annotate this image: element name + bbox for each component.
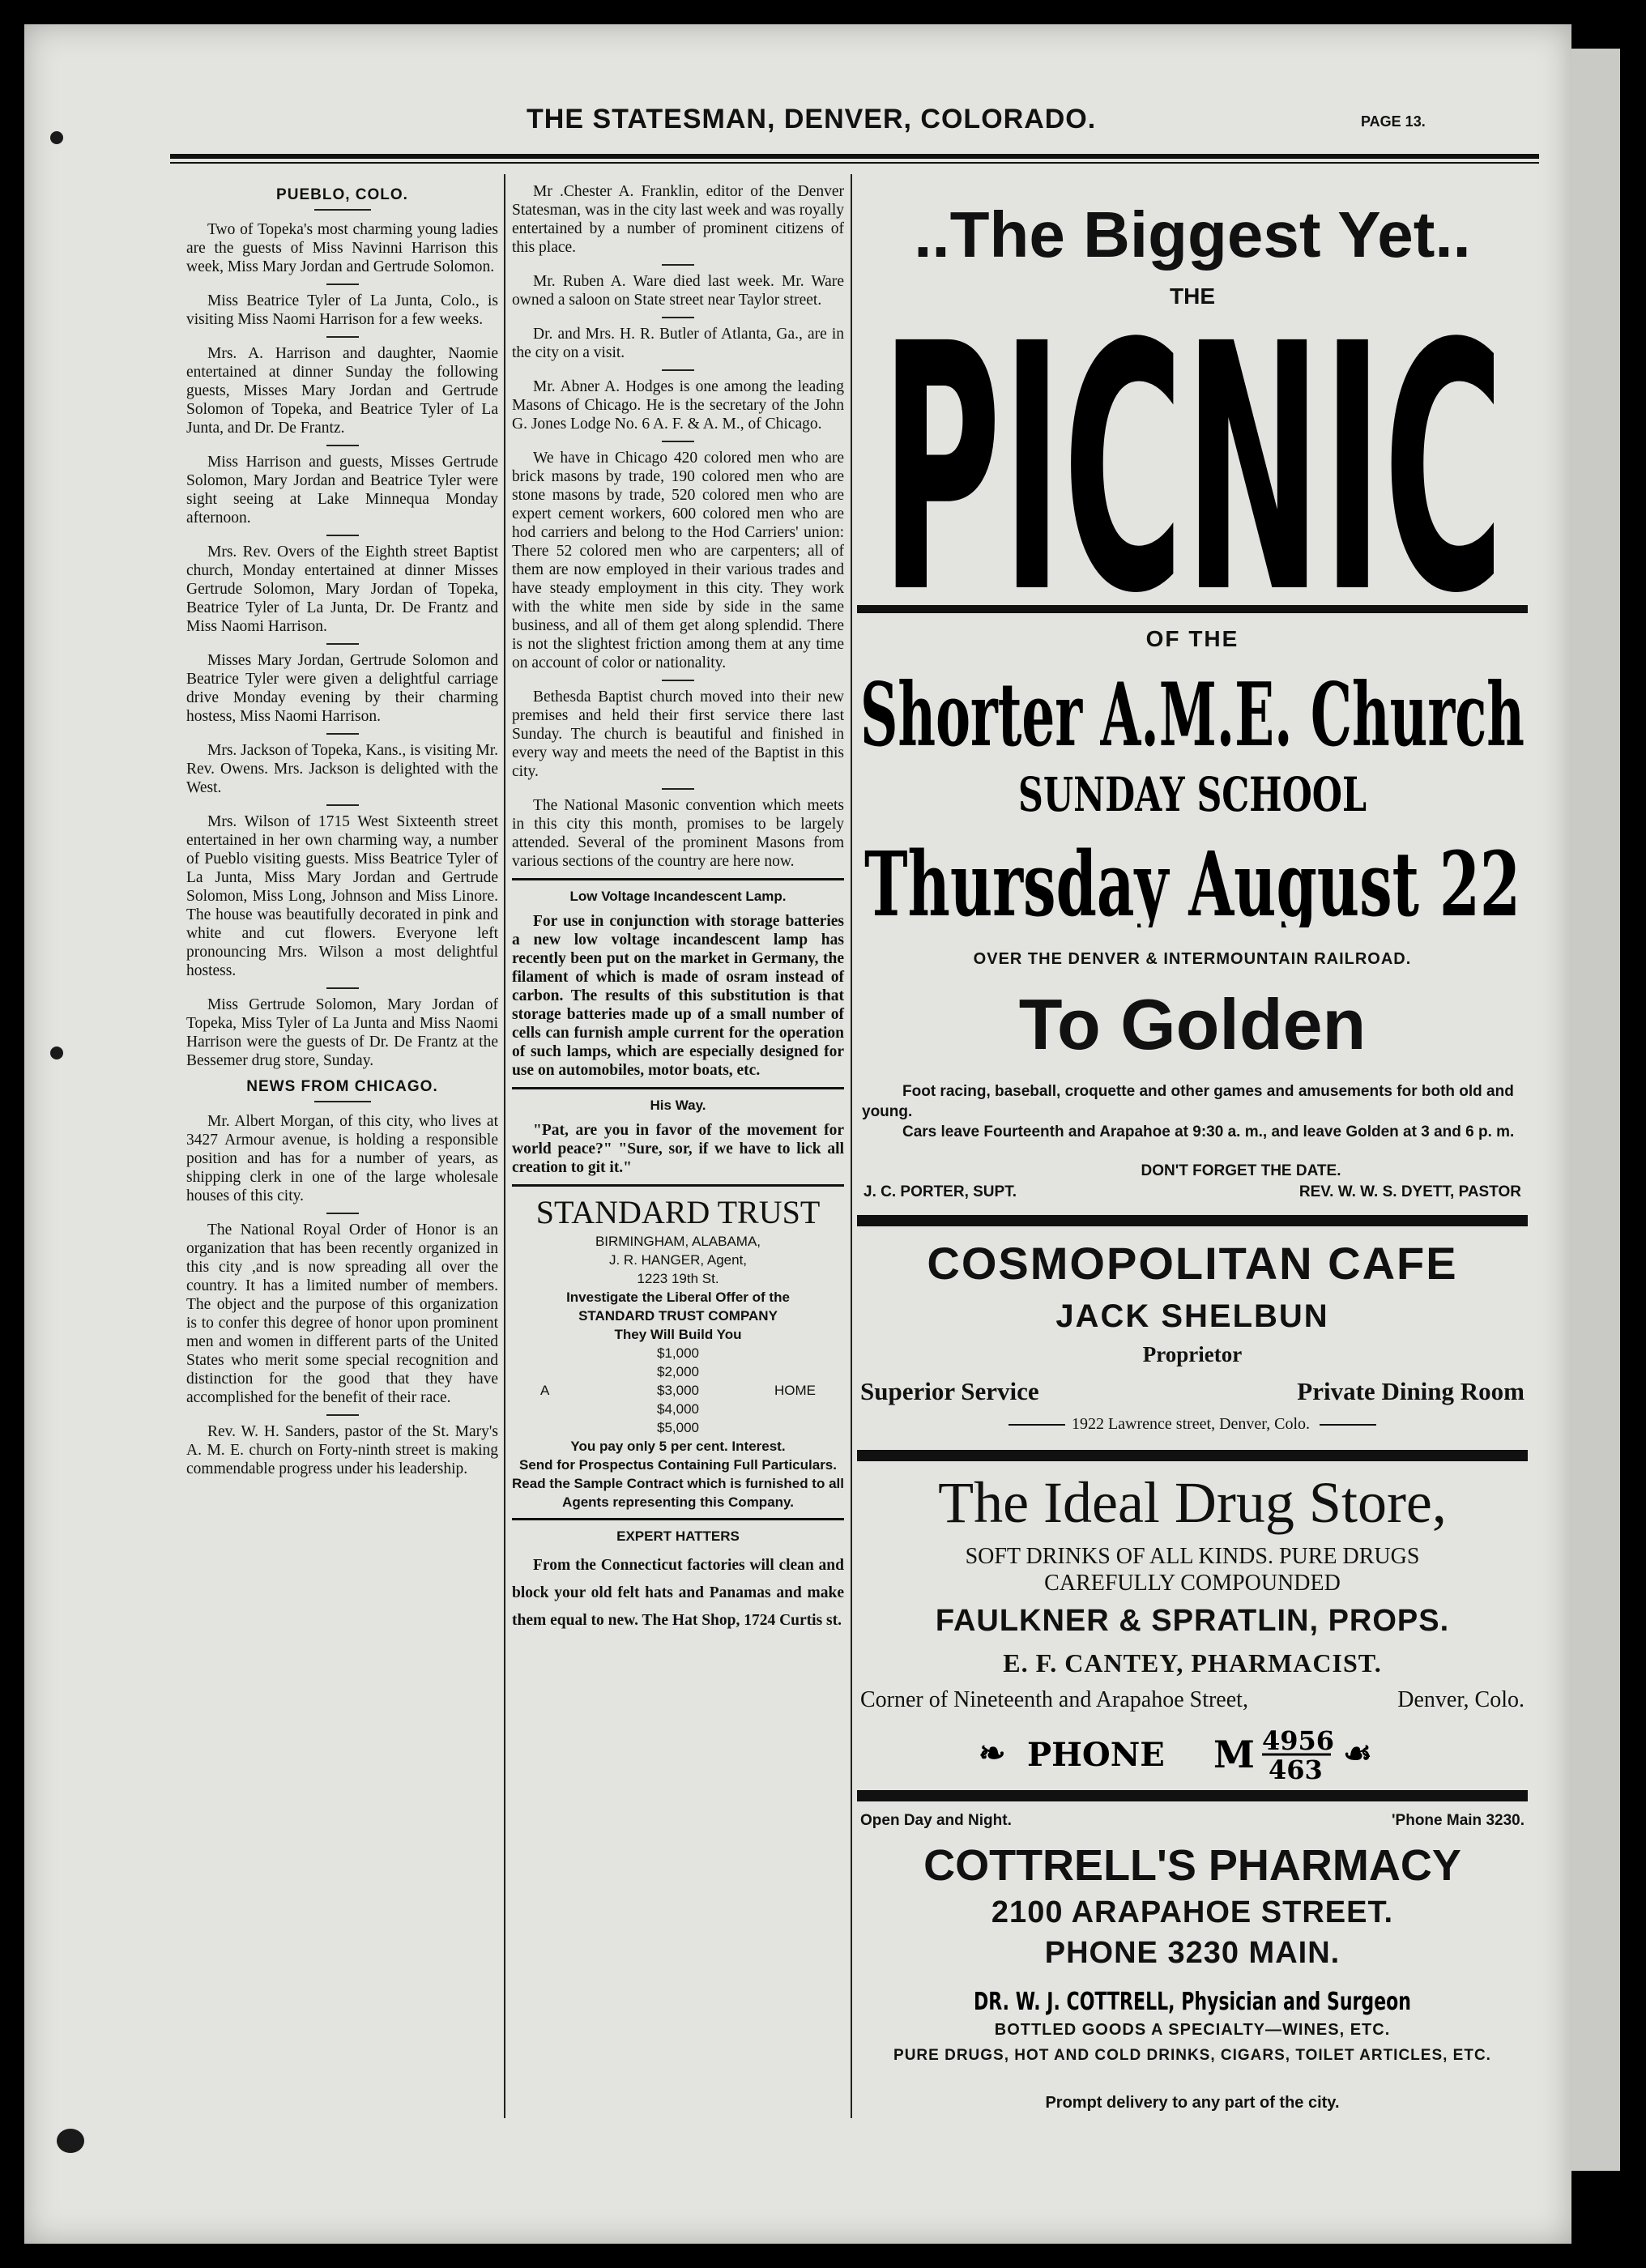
drug-corner: Corner of Nineteenth and Arapahoe Street,	[860, 1687, 1248, 1712]
separator	[326, 284, 359, 285]
cottrell-top-line	[857, 1812, 1528, 1830]
trust-line: They Will Build You	[614, 1327, 742, 1342]
trust-title: STANDARD TRUST	[535, 1194, 821, 1230]
cafe-service: Superior Service	[860, 1377, 1039, 1405]
trust-company: STANDARD TRUST COMPANY	[578, 1308, 778, 1324]
separator	[326, 733, 359, 735]
trust-contract: Read the Sample Contract which is furnished to all Agents representing this Company.	[512, 1476, 844, 1510]
ad-rule	[857, 1450, 1528, 1461]
trust-amount: $3,000	[657, 1383, 699, 1398]
heading-lamp: Low Voltage Incandescent Lamp.	[569, 889, 787, 904]
section-rule	[512, 878, 844, 880]
article-paragraph: Miss Gertrude Solomon, Mary Jordan of Topeka, Miss Tyler of La Junta and Miss Naomi Harrison were the guests of Dr. De Frantz at the Bessemer drug store, Sunday.	[186, 996, 498, 1069]
church-name-block	[857, 660, 1528, 757]
church-name: Shorter A.M.E. Church	[860, 664, 1524, 757]
cafe-name: COSMOPOLITAN CAFE	[927, 1238, 1458, 1289]
ad-rule	[857, 1215, 1528, 1226]
picnic-date-svg	[857, 830, 1528, 927]
picnic-railroad: OVER THE DENVER & INTERMOUNTAIN RAILROAD.	[973, 950, 1412, 968]
picnic-pastor: REV. W. W. S. DYETT, PASTOR	[1298, 1183, 1521, 1200]
separator	[662, 680, 694, 681]
cottrell-bottled: BOTTLED GOODS A SPECIALTY—WINES, ETC.	[994, 2021, 1391, 2039]
picnic-superintendent: J. C. PORTER, SUPT.	[864, 1183, 1017, 1200]
article-paragraph: The National Masonic convention which meets in this city this month, promises to be largely attended. Several of the prominent Masons from various sections of the country are here now.	[512, 797, 844, 870]
picnic-date: Thursday August 22	[864, 832, 1520, 927]
article-paragraph: Bethesda Baptist church moved into their new premises and held their first service there last Sunday. The church is beautiful and finished in every way and meets the need of the Baptist in this city.	[512, 688, 844, 780]
cafe-address-line	[857, 1415, 1528, 1434]
picnic-dont-forget: DON'T FORGET THE DATE.	[1141, 1162, 1341, 1179]
drug-store-name: The Ideal Drug Store,	[938, 1470, 1447, 1535]
fleuron-right-icon: ☙	[1343, 1734, 1372, 1772]
separator	[326, 336, 359, 338]
picnic-to-golden: To Golden	[1018, 984, 1367, 1064]
trust-amount: $2,000	[657, 1364, 699, 1379]
article-paragraph: Mr .Chester A. Franklin, editor of the Denver Statesman, was in the city last week and was royally entertained by a number of prominent citizens of this place.	[512, 183, 844, 256]
cottrell-name: COTTRELL'S PHARMACY	[923, 1841, 1461, 1890]
page-number: PAGE 13.	[1361, 113, 1426, 130]
cottrell-delivery: Prompt delivery to any part of the city.	[1045, 2094, 1340, 2112]
separator	[326, 804, 359, 806]
trust-city: BIRMINGHAM, ALABAMA,	[595, 1234, 761, 1249]
cottrell-street: 2100 ARAPAHOE STREET.	[991, 1895, 1394, 1929]
article-paragraph: Mrs. Wilson of 1715 West Sixteenth street entertained in her own charming way, a number of Pueblo visiting guests. Miss Beatrice Tyler of La Junta, Miss Mary Jordan and Gertrude Solomon, Miss Long, Johnson and Miss Linore. The house was beautifully decorated in pink and white and cut flowers. Everyone left pronouncing Mrs. Wilson a most delightful hostess.	[186, 813, 498, 979]
cafe-services	[857, 1377, 1528, 1406]
drug-props: FAULKNER & SPRATLIN, PROPS.	[935, 1604, 1450, 1638]
separator	[326, 643, 359, 645]
article-paragraph: The National Royal Order of Honor is an organization that has been recently organized in this city ,and is now spreading all over the country. It has a limited number of members. The object and the purpose of this organization is to confer this degree of honor upon prominent men and women in different parts of the United States who merit some special recognition and distinction for the good that they have accomplished for the benefit of their race.	[186, 1221, 498, 1406]
picnic-biggest-yet: ..The Biggest Yet..	[914, 198, 1471, 271]
drug-phone-top: 4956	[1262, 1725, 1335, 1756]
cottrell-pure: PURE DRUGS, HOT AND COLD DRINKS, CIGARS, TOILET ARTICLES, ETC.	[893, 2047, 1491, 2064]
drug-phone-svg	[857, 1725, 1528, 1782]
sunday-school: SUNDAY SCHOOL	[1018, 767, 1367, 821]
article-paragraph: Misses Mary Jordan, Gertrude Solomon and Beatrice Tyler were given a delightful carriage drive Monday evening by their charming hostess, Miss Naomi Harrison.	[186, 652, 498, 725]
cottrell-phone: PHONE 3230 MAIN.	[1044, 1936, 1341, 1970]
heading-hatters: EXPERT HATTERS	[616, 1528, 740, 1544]
drug-line1: SOFT DRINKS OF ALL KINDS. PURE DRUGS	[965, 1544, 1420, 1569]
drug-line2: CAREFULLY COMPOUNDED	[1044, 1571, 1341, 1596]
separator	[326, 987, 359, 989]
trust-agent: J. R. HANGER, Agent,	[608, 1252, 748, 1268]
masthead-rule-thin	[170, 162, 1539, 164]
picnic-date-block	[857, 830, 1528, 927]
sunday-school-svg	[857, 764, 1528, 821]
drug-city: Denver, Colo.	[1397, 1687, 1524, 1712]
drug-phone-bottom: 463	[1269, 1754, 1323, 1782]
separator	[662, 788, 694, 790]
trust-line: Investigate the Liberal Offer of the	[566, 1290, 790, 1305]
article-paragraph: Mr. Abner A. Hodges is one among the leading Masons of Chicago. He is the secretary of the John G. Jones Lodge No. 6 A. F. & A. M., of Chicago.	[512, 378, 844, 433]
trust-prospectus: Send for Prospectus Containing Full Particulars.	[518, 1457, 837, 1473]
heading-his-way: His Way.	[650, 1098, 706, 1113]
trust-suffix: HOME	[774, 1383, 816, 1398]
article-paragraph: Miss Harrison and guests, Misses Gertrude Solomon, Mary Jordan and Beatrice Tyler were sight seeing at Lake Minnequa Monday afternoon.	[186, 454, 498, 526]
drug-phone-block	[857, 1725, 1528, 1782]
trust-amount: $4,000	[657, 1401, 699, 1417]
article-paragraph: Miss Beatrice Tyler of La Junta, Colo., is visiting Miss Naomi Harrison for a few weeks.	[186, 292, 498, 328]
column-pueblo-chicago	[186, 182, 498, 1486]
separator	[326, 1414, 359, 1416]
separator	[326, 445, 359, 446]
cottrell-doctor: DR. W. J. COTTRELL, Physician and Surgeon	[974, 1988, 1411, 2016]
separator	[662, 264, 694, 266]
trust-prefix: A	[540, 1383, 550, 1398]
article-paragraph: Mrs. Jackson of Topeka, Kans., is visiting Mr. Rev. Owens. Mrs. Jackson is delighted with the West.	[186, 742, 499, 796]
picnic-banner	[857, 312, 1528, 603]
cottrell-phone-main: 'Phone Main 3230.	[1392, 1812, 1524, 1829]
his-way-article: "Pat, are you in favor of the movement for world peace?" "Sure, sor, if we have to lick all creation to git it."	[512, 1122, 844, 1176]
picnic-schedule: Cars leave Fourteenth and Arapahoe at 9:30 a. m., and leave Golden at 3 and 6 p. m.	[902, 1123, 1515, 1140]
article-paragraph: Two of Topeka's most charming young ladies are the guests of Miss Navinni Harrison this week, Miss Mary Jordan and Gertrude Solomon.	[186, 221, 498, 275]
article-paragraph: Mr. Albert Morgan, of this city, who lives at 3427 Armour avenue, is holding a responsible position and has for a number of years, as shipping clerk in one of the large wholesale houses of this city.	[186, 1113, 498, 1204]
sunday-school-block	[857, 764, 1528, 821]
article-paragraph: Mrs. Rev. Overs of the Eighth street Baptist church, Monday entertained at dinner Misses Gertrude Solomon, Mary Jordan of Topeka, Beatrice Tyler of La Junta, Dr. De Frantz and Miss Naomi Harrison.	[186, 544, 498, 635]
cottrell-open: Open Day and Night.	[860, 1812, 1012, 1829]
standard-trust-ad	[512, 1193, 844, 1511]
trust-amount: $1,000	[657, 1345, 699, 1361]
picnic-signatures	[857, 1183, 1528, 1201]
trust-interest: You pay only 5 per cent. Interest.	[570, 1439, 786, 1454]
separator	[662, 441, 694, 442]
section-rule	[512, 1184, 844, 1187]
article-paragraph: Rev. W. H. Sanders, pastor of the St. Mary's A. M. E. church on Forty-ninth street is making commendable progress under his leadership.	[186, 1423, 498, 1477]
column-chicago-ads	[512, 182, 844, 1642]
picnic-rule	[857, 605, 1528, 613]
article-paragraph: We have in Chicago 420 colored men who are brick masons by trade, 190 colored men who are stone masons by trade, 520 colored men who are expert cement workers, 600 colored men who are hod carriers and belong to the Hod Carriers' union: There 52 colored men who are carpenters; all of them are now employed in their various trades and have steady employment in this city. They work with the white men side by side in the same business, and all of them get along splendid. There is not the slightest friction among them at any time on account of color or nationality.	[512, 450, 844, 671]
cafe-owner: JACK SHELBUN	[1055, 1298, 1329, 1334]
cafe-dining: Private Dining Room	[1297, 1377, 1524, 1405]
article-paragraph: Dr. and Mrs. H. R. Butler of Atlanta, Ga., are in the city on a visit.	[512, 326, 844, 361]
picnic-word: PICNIC	[881, 312, 1504, 603]
article-paragraph: Mr. Ruben A. Ware died last week. Mr. Ware owned a saloon on State street near Taylor street.	[512, 273, 844, 309]
masthead-rule	[170, 154, 1539, 159]
picnic-headline	[857, 312, 1528, 603]
drug-address-line	[857, 1687, 1528, 1713]
separator	[662, 317, 694, 318]
section-rule	[512, 1518, 844, 1520]
page-edge-strip	[1571, 49, 1620, 2171]
cafe-proprietor: Proprietor	[1142, 1342, 1243, 1366]
cottrell-doctor-svg	[857, 1979, 1528, 2019]
column-rule	[504, 174, 505, 2118]
picnic-the: THE	[1170, 284, 1215, 309]
separator	[326, 1213, 359, 1214]
drug-pharmacist: E. F. CANTEY, PHARMACIST.	[1003, 1648, 1382, 1678]
binding-hole	[50, 1047, 63, 1059]
column-rule	[851, 174, 852, 2118]
trust-address: 1223 19th St.	[637, 1271, 719, 1286]
binding-hole	[50, 131, 63, 144]
hatters-ad: From the Connecticut factories will clean and block your old felt hats and Panamas and make them equal to new. The Hat Shop, 1724 Curtis st.	[512, 1557, 844, 1629]
trust-amounts	[512, 1344, 844, 1437]
masthead-title: THE STATESMAN, DENVER, COLORADO.	[527, 104, 1097, 134]
article-paragraph: Mrs. A. Harrison and daughter, Naomie entertained at dinner Sunday the following guests, Misses Mary Jordan and Gertrude Solomon of Topeka, and Beatrice Tyler of La Junta, and Dr. De Frantz.	[186, 345, 498, 437]
heading-chicago: NEWS FROM CHICAGO.	[186, 1077, 498, 1102]
fleuron-left-icon: ❧	[979, 1734, 1006, 1772]
separator	[326, 535, 359, 536]
heading-pueblo: PUEBLO, COLO.	[186, 185, 498, 211]
picnic-of-the: OF THE	[1145, 626, 1239, 651]
drug-phone-m: M	[1213, 1733, 1255, 1776]
ad-rule	[857, 1790, 1528, 1801]
drug-phone-label: PHONE	[1027, 1736, 1165, 1774]
cafe-address: 1922 Lawrence street, Denver, Colo.	[1071, 1415, 1311, 1433]
picnic-description: Foot racing, baseball, croquette and other games and amusements for both old and young.	[862, 1083, 1514, 1120]
cottrell-doctor-block	[857, 1979, 1528, 2019]
lamp-article: For use in conjunction with storage batteries a new low voltage incandescent lamp has recently been put on the market in Germany, the filament of which is made of osram instead of carbon. The results of this substitution is that storage batteries made up of a small number of cells can furnish ample current for the operation of such lamps, which are especially designed for use on automobiles, motor boats, etc.	[512, 913, 844, 1079]
section-rule	[512, 1087, 844, 1089]
separator	[662, 369, 694, 371]
masthead	[170, 104, 1539, 152]
trust-amount: $5,000	[657, 1420, 699, 1435]
church-name-svg	[857, 660, 1528, 757]
binding-hole	[57, 2129, 84, 2153]
